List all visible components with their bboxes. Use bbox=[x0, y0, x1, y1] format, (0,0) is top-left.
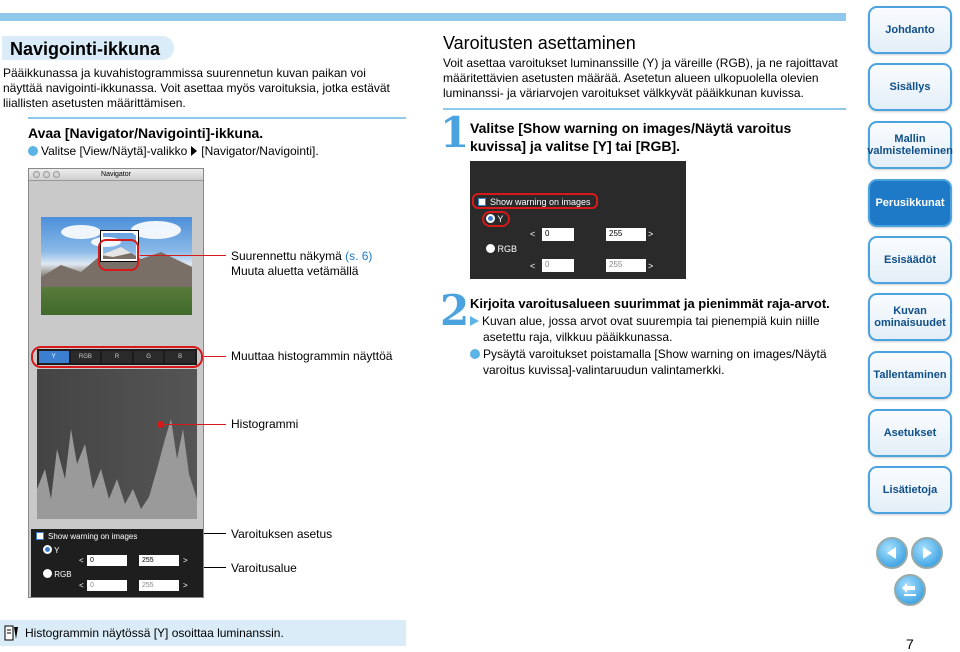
radio-icon[interactable] bbox=[43, 569, 52, 578]
callout-zoom-text-2: Muuta aluetta vetämällä bbox=[231, 264, 359, 278]
nav-mallin-valmisteleminen[interactable]: Mallin valmisteleminen bbox=[868, 121, 952, 169]
histogram-leader bbox=[164, 424, 226, 425]
nav-kuvan-ominaisuudet[interactable]: Kuvan ominaisuudet bbox=[868, 293, 952, 341]
rgb-low-field-zoomed[interactable]: 0 bbox=[542, 259, 574, 272]
step2-result-text: Kuvan alue, jossa arvot ovat suurempia tai pienempiä kuin niille asetettu raja, vilkkuu pääikkunassa. bbox=[482, 314, 820, 344]
nav-asetukset[interactable]: Asetukset bbox=[868, 409, 952, 457]
note-box bbox=[0, 620, 406, 646]
close-icon[interactable] bbox=[33, 171, 40, 178]
zoom-highlight bbox=[98, 239, 139, 271]
y-radio[interactable] bbox=[43, 545, 59, 555]
histogram bbox=[37, 369, 197, 519]
histogram-graph bbox=[37, 369, 197, 519]
step-number-1: 1 bbox=[440, 108, 470, 157]
zoom-icon[interactable] bbox=[53, 171, 60, 178]
histogram-marker bbox=[157, 421, 164, 428]
navigator-window bbox=[28, 168, 204, 598]
y-label-zoomed: Y bbox=[497, 214, 504, 224]
warning-checkbox-row-zoomed[interactable] bbox=[478, 197, 591, 207]
warning-leader bbox=[204, 533, 226, 534]
page-ref-link[interactable]: (s. 6) bbox=[345, 249, 373, 263]
arrow-left-icon bbox=[884, 545, 900, 561]
nav-lisatietoja[interactable]: Lisätietoja bbox=[868, 466, 952, 514]
lt-sign-rgb: < bbox=[79, 581, 84, 590]
tab-r[interactable]: R bbox=[102, 351, 132, 363]
lt-sign-zoomed: < bbox=[530, 229, 536, 239]
radio-selected-icon-zoomed[interactable] bbox=[486, 214, 495, 223]
gt-sign: > bbox=[183, 556, 188, 565]
window-title: Navigator bbox=[101, 171, 131, 178]
tab-g[interactable]: G bbox=[134, 351, 164, 363]
step1-text: Valitse [Show warning on images/Näytä varoitus kuvissa] ja valitse [Y] tai [RGB]. bbox=[470, 120, 792, 154]
note-pencil-icon bbox=[2, 623, 20, 643]
zoom-leader bbox=[140, 255, 226, 256]
previous-page-button[interactable] bbox=[876, 537, 908, 569]
divider bbox=[28, 117, 406, 119]
y-low-field-zoomed[interactable]: 0 bbox=[542, 228, 574, 241]
back-button[interactable] bbox=[894, 574, 926, 606]
range-leader bbox=[204, 567, 226, 568]
return-icon bbox=[901, 582, 919, 598]
step2-bullet bbox=[470, 346, 850, 378]
gt-sign-rgb: > bbox=[183, 581, 188, 590]
minimize-icon[interactable] bbox=[43, 171, 50, 178]
warning-checkbox-label-zoomed: Show warning on images bbox=[490, 197, 591, 207]
rgb-radio[interactable] bbox=[43, 569, 72, 579]
callout-zoom bbox=[231, 249, 372, 279]
callout-zoom-text: Suurennettu näkymä bbox=[231, 249, 342, 263]
right-title: Varoitusten asettaminen bbox=[443, 33, 636, 53]
warning-checkbox-row[interactable] bbox=[36, 532, 137, 541]
checkbox-icon-zoomed[interactable] bbox=[478, 198, 486, 206]
step2-bullet-text: Pysäytä varoitukset poistamalla [Show warning on images/Näytä varoitus kuvissa]-valintaruudun valintamerkki. bbox=[483, 347, 827, 377]
callout-warning: Varoituksen asetus bbox=[231, 527, 333, 541]
step2-result bbox=[470, 313, 845, 345]
y-radio-zoomed[interactable] bbox=[486, 214, 503, 224]
rgb-high-field-zoomed[interactable]: 255 bbox=[606, 259, 646, 272]
tab-rgb[interactable]: RGB bbox=[71, 351, 101, 363]
arrow-right-icon bbox=[919, 545, 935, 561]
submenu-arrow-icon bbox=[191, 146, 197, 156]
y-high-field-zoomed[interactable]: 255 bbox=[606, 228, 646, 241]
page-number: 7 bbox=[906, 636, 914, 652]
step-number-2: 2 bbox=[440, 286, 470, 335]
right-intro: Voit asettaa varoitukset luminanssille (Y) ja väreille (RGB), ja ne rajoittavat määritettävien asetusten määrää. Asetetun alueen ulkopuolella olevien luminanssi- ja väriarvojen varoitukset välkkyvät pääikkunan kuvissa. bbox=[443, 56, 838, 100]
rgb-high-field[interactable]: 255 bbox=[139, 580, 179, 591]
callout-histogram: Histogrammi bbox=[231, 417, 299, 431]
rgb-label-zoomed: RGB bbox=[497, 244, 518, 254]
step-instruction bbox=[28, 144, 319, 158]
y-low-field[interactable]: 0 bbox=[87, 555, 127, 566]
gt-sign-zoomed: > bbox=[648, 229, 654, 239]
rgb-label: RGB bbox=[54, 570, 72, 579]
nav-perusikkunat[interactable]: Perusikkunat bbox=[868, 179, 952, 227]
radio-icon-zoomed[interactable] bbox=[486, 244, 495, 253]
tab-b[interactable]: B bbox=[165, 351, 195, 363]
gt-sign-rgb-zoomed: > bbox=[648, 261, 654, 271]
step2-heading: Kirjoita varoitusalueen suurimmat ja pienimmät raja-arvot. bbox=[470, 296, 830, 311]
intro-text: Pääikkunassa ja kuvahistogrammissa suurennetun kuvan paikan voi näyttää navigointi-ikkunassa. Voit asettaa myös varoituksia, jotka estävät liiallisten asetusten määrittämisen. bbox=[3, 66, 390, 110]
section-title: Navigointi-ikkuna bbox=[2, 36, 174, 60]
warning-panel-zoomed bbox=[470, 161, 686, 279]
bullet-icon bbox=[28, 146, 38, 156]
top-color-bar bbox=[0, 13, 846, 21]
menu-path-a: Valitse [View/Näytä]-valikko bbox=[41, 144, 188, 158]
note-text: Histogrammin näytössä [Y] osoittaa luminanssin. bbox=[25, 626, 284, 640]
warning-checkbox-label: Show warning on images bbox=[48, 532, 138, 541]
warning-panel bbox=[31, 529, 203, 597]
tabs-leader bbox=[204, 356, 226, 357]
lt-sign-rgb-zoomed: < bbox=[530, 261, 536, 271]
callout-tabs: Muuttaa histogrammin näyttöä bbox=[231, 349, 393, 363]
rgb-low-field[interactable]: 0 bbox=[87, 580, 127, 591]
step-heading: Avaa [Navigator/Navigointi]-ikkuna. bbox=[28, 125, 264, 141]
radio-selected-icon[interactable] bbox=[43, 545, 52, 554]
result-arrow-icon bbox=[470, 316, 479, 326]
nav-johdanto[interactable]: Johdanto bbox=[868, 6, 952, 54]
right-divider bbox=[443, 108, 846, 110]
window-titlebar[interactable] bbox=[29, 169, 203, 181]
tab-y[interactable]: Y bbox=[39, 351, 69, 363]
y-high-field[interactable]: 255 bbox=[139, 555, 179, 566]
callout-range: Varoitusalue bbox=[231, 561, 297, 575]
lt-sign: < bbox=[79, 556, 84, 565]
nav-esisaadot[interactable]: Esisäädöt bbox=[868, 236, 952, 284]
rgb-radio-zoomed[interactable] bbox=[486, 244, 517, 254]
menu-path-b: [Navigator/Navigointi]. bbox=[201, 144, 319, 158]
nav-tallentaminen[interactable]: Tallentaminen bbox=[868, 351, 952, 399]
nav-sisallys[interactable]: Sisällys bbox=[868, 63, 952, 111]
tabs-highlight bbox=[31, 346, 203, 368]
next-page-button[interactable] bbox=[911, 537, 943, 569]
bullet-icon-2 bbox=[470, 349, 480, 359]
checkbox-icon[interactable] bbox=[36, 532, 44, 540]
y-label: Y bbox=[54, 546, 60, 555]
